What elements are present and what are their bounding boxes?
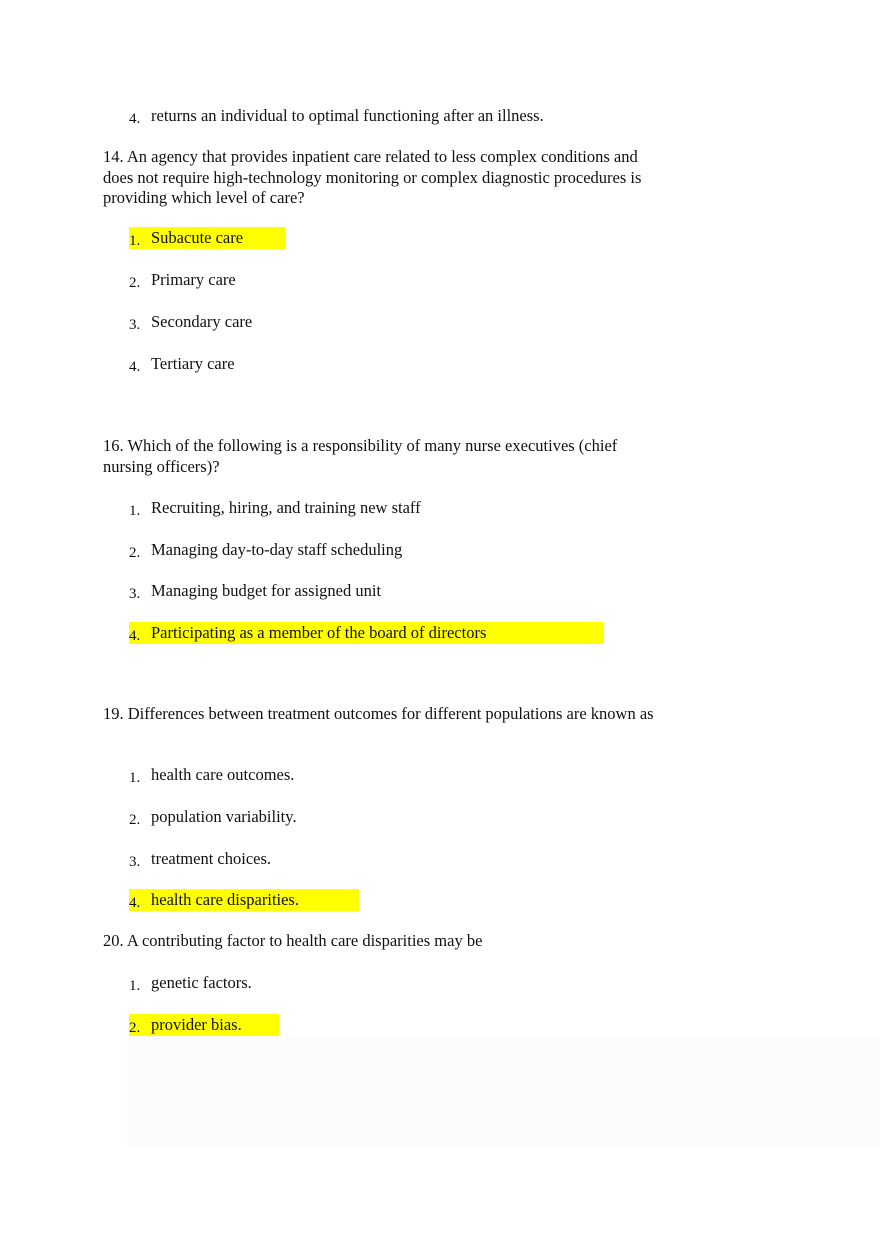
option-text: Subacute care (151, 228, 244, 247)
q14-option-4 (129, 353, 235, 375)
option-text: health care disparities. (151, 890, 299, 909)
option-number: 2. (129, 545, 141, 561)
question-14-stem: 14. An agency that provides inpatient care related to less complex conditions and does not require high-technology monitoring or complex diagnostic procedures is providing which level of care? (103, 147, 642, 207)
option-number: 1. (129, 503, 141, 519)
option-number: 4. (129, 895, 141, 911)
option-number: 1. (129, 233, 141, 249)
option-number: 1. (129, 978, 141, 994)
option-number: 2. (129, 1020, 141, 1036)
question-16-stem: 16. Which of the following is a responsibility of many nurse executives (chief nursing officers)? (103, 436, 618, 476)
option-number: 2. (129, 812, 141, 828)
option-number: 2. (129, 275, 141, 291)
q14-option-2 (129, 269, 236, 291)
option-text: Primary care (151, 270, 236, 289)
option-text: Managing day-to-day staff scheduling (151, 540, 403, 559)
option-number: 1. (129, 770, 141, 786)
question-19-stem: 19. Differences between treatment outcomes for different populations are known as (103, 704, 654, 723)
option-number: 4. (129, 628, 141, 644)
option-text: population variability. (151, 807, 297, 826)
prev-question-option-4 (129, 105, 544, 127)
option-number: 3. (129, 586, 141, 602)
option-text: Participating as a member of the board of directors (151, 623, 487, 642)
faint-background-block (127, 1038, 880, 1146)
q19-option-3 (129, 848, 271, 870)
q16-option-3 (129, 580, 381, 602)
option-number: 3. (129, 854, 141, 870)
option-text: Tertiary care (151, 354, 235, 373)
q19-option-1 (129, 764, 294, 786)
q19-option-2 (129, 806, 297, 828)
q16-option-1 (129, 497, 421, 519)
option-text: genetic factors. (151, 973, 252, 992)
q20-option-2 (129, 1014, 279, 1036)
question-20-stem: 20. A contributing factor to health care disparities may be (103, 931, 483, 950)
q16-option-4 (129, 622, 604, 644)
q14-option-1 (129, 227, 285, 249)
q20-option-1 (129, 972, 252, 994)
option-number: 3. (129, 317, 141, 333)
option-number: 4. (129, 359, 141, 375)
option-text: provider bias. (151, 1015, 242, 1034)
option-text: Managing budget for assigned unit (151, 581, 382, 600)
option-text: Secondary care (151, 312, 253, 331)
q14-option-3 (129, 311, 252, 333)
option-text: treatment choices. (151, 849, 272, 868)
q19-option-4 (129, 889, 359, 911)
q16-option-2 (129, 539, 402, 561)
option-text: health care outcomes. (151, 765, 295, 784)
option-number: 4. (129, 111, 141, 127)
option-text: returns an individual to optimal functioning after an illness. (151, 106, 544, 125)
option-text: Recruiting, hiring, and training new staff (151, 498, 421, 517)
